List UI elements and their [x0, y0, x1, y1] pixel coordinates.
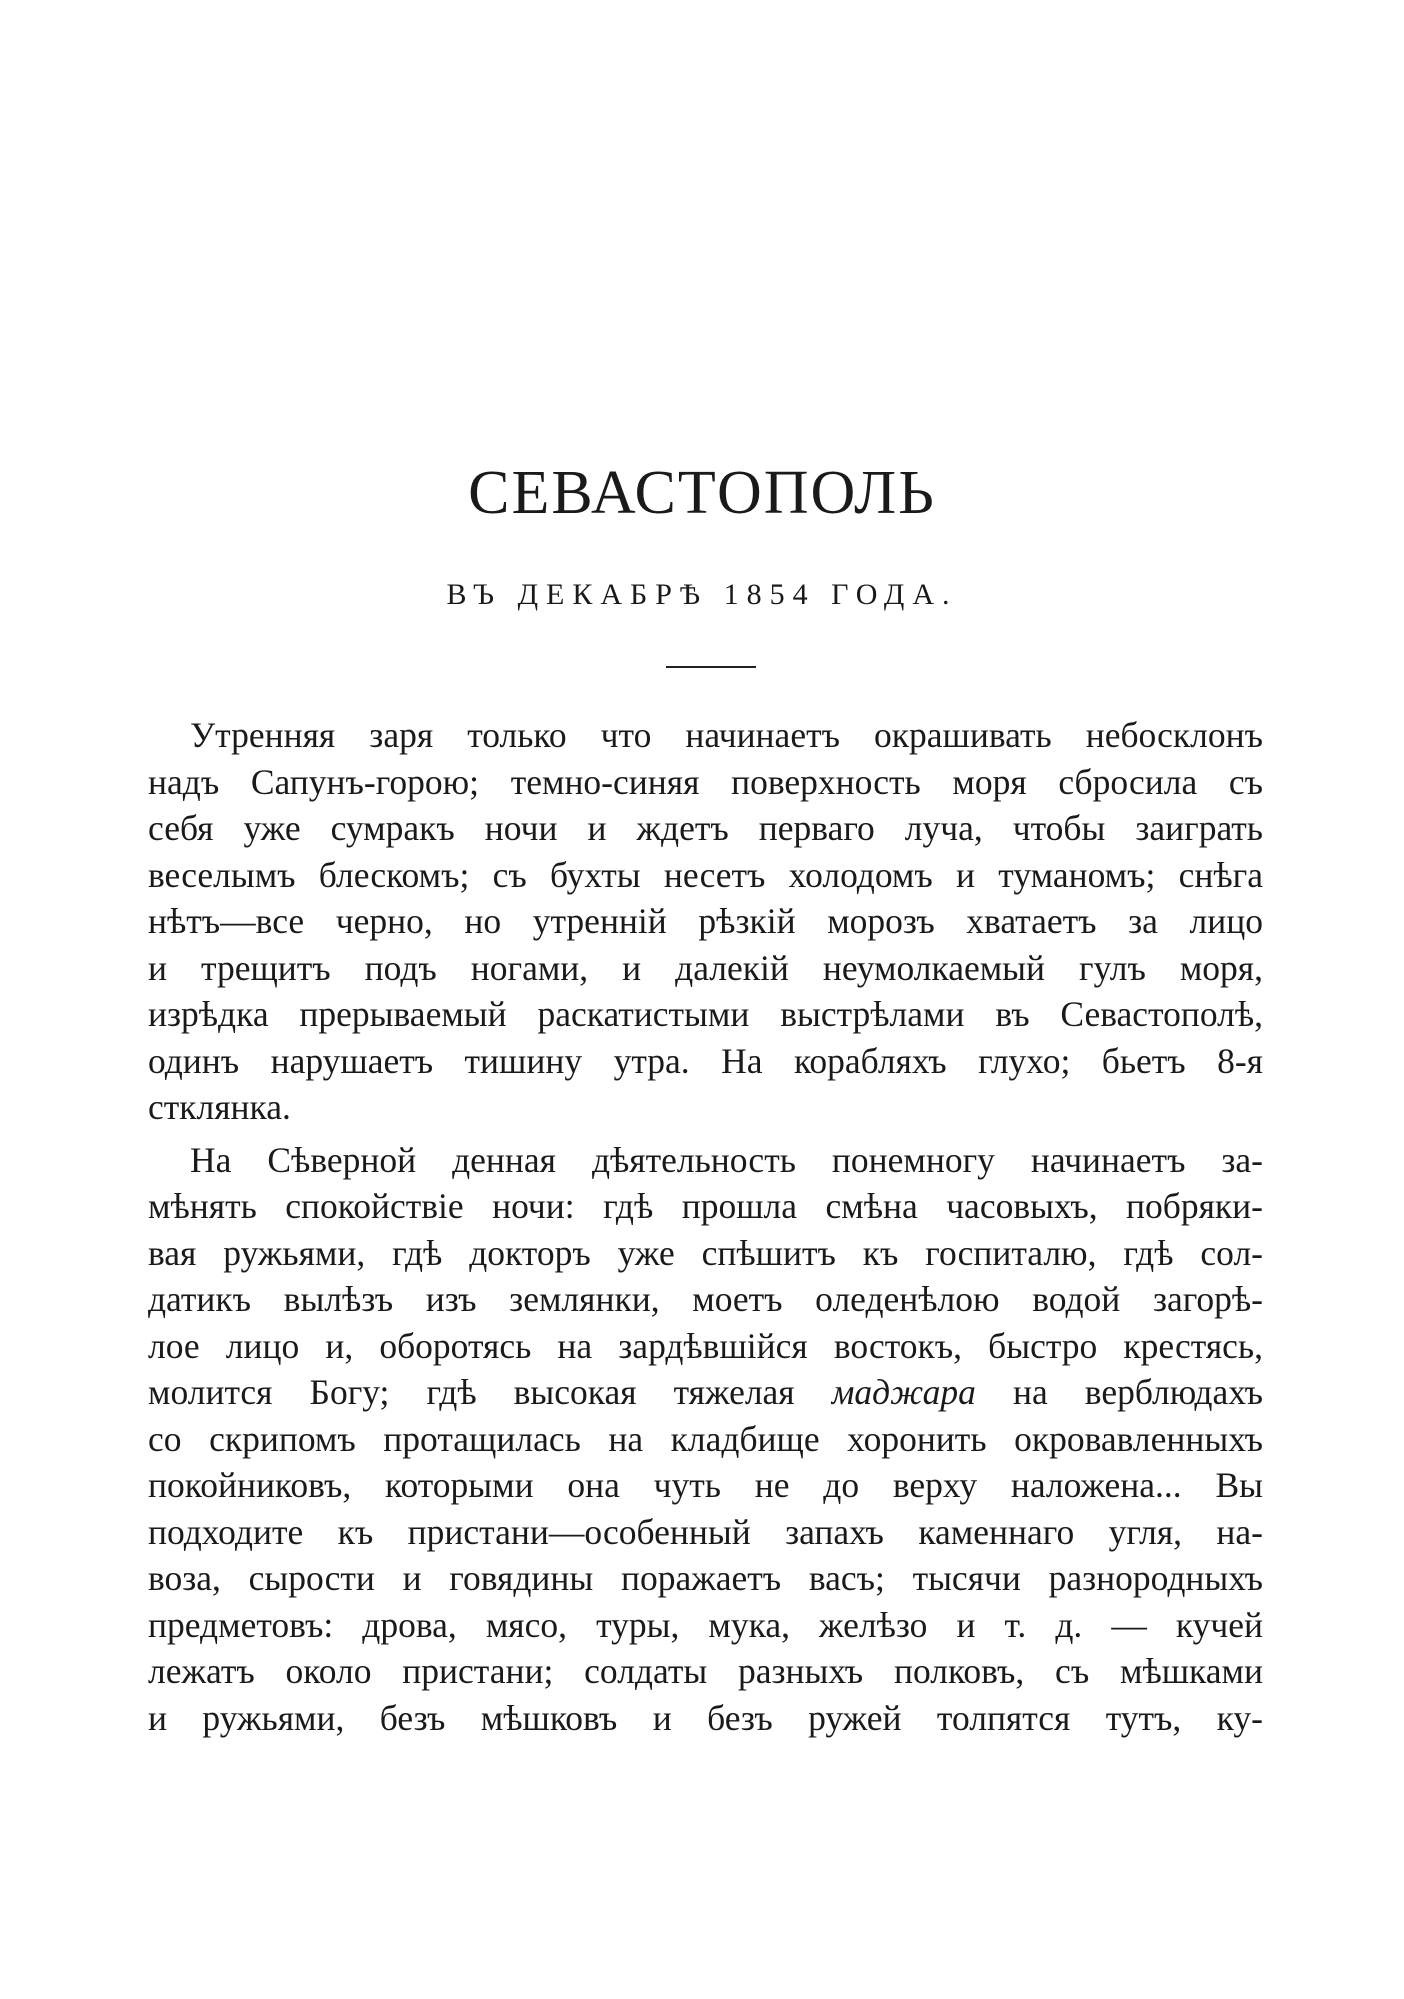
text-line: лежатъ около пристани; солдаты разныхъ полковъ, съ мѣшками [148, 1651, 1263, 1691]
chapter-subtitle: ВЪ ДЕКАБРѢ 1854 ГОДА. [446, 578, 958, 611]
paragraph-1 [148, 712, 1263, 1131]
text-line: На Сѣверной денная дѣятельность понемногу начинаетъ за- [190, 1139, 1263, 1180]
text-line: датикъ вылѣзъ изъ землянки, моетъ оледенѣлою водой загорѣ- [148, 1279, 1263, 1319]
chapter-title: СЕВАСТОПОЛЬ [468, 459, 936, 527]
text-line: Утренняя заря только что начинаетъ окрашивать небосклонъ [190, 715, 1263, 755]
text-line: покойниковъ, которыми она чуть не до верху наложена... Вы [148, 1465, 1263, 1505]
text-line-with-italic [148, 1369, 1263, 1416]
text-line: предметовъ: дрова, мясо, туры, мука, желѣзо и т. д. — кучей [148, 1604, 1263, 1645]
title-divider [666, 666, 756, 668]
text-line: и ружьями, безъ мѣшковъ и безъ ружей толпятся тутъ, ку- [148, 1697, 1263, 1738]
text-line: изрѣдка прерываемый раскатистыми выстрѣлами въ Севастополѣ, [148, 994, 1263, 1034]
text-line: одинъ нарушаетъ тишину утра. На корабляхъ глухо; бьетъ 8-я [148, 1040, 1263, 1081]
text-line: нѣтъ—все черно, но утренній рѣзкій морозъ хватаетъ за лицо [148, 901, 1263, 941]
text-line: со скрипомъ протащилась на кладбище хоронить окровавленныхъ [148, 1418, 1263, 1459]
text-line: лое лицо и, оборотясь на зардѣвшійся востокъ, быстро крестясь, [148, 1325, 1263, 1366]
paragraph-2 [148, 1137, 1263, 1742]
text-line: и трещитъ подъ ногами, и далекій неумолкаемый гулъ моря, [148, 947, 1263, 988]
text-span: на верблюдахъ [975, 1372, 1263, 1412]
text-line: веселымъ блескомъ; съ бухты несетъ холодомъ и туманомъ; снѣга [148, 854, 1263, 895]
text-span: молится Богу; гдѣ высокая тяжелая [148, 1372, 832, 1412]
text-line: надъ Сапунъ-горою; темно-синяя поверхность моря сбросила съ [148, 761, 1263, 802]
body-text [148, 712, 1263, 1741]
text-line: стклянка. [148, 1087, 291, 1127]
text-line: себя уже сумракъ ночи и ждетъ перваго луча, чтобы заиграть [148, 808, 1263, 848]
text-line: подходите къ пристани—особенный запахъ каменнаго угля, на- [148, 1511, 1263, 1552]
text-line: вая ружьями, гдѣ докторъ уже спѣшитъ къ госпиталю, гдѣ сол- [148, 1232, 1263, 1273]
italic-word: маджара [831, 1372, 976, 1412]
text-line: мѣнять спокойствіе ночи: гдѣ прошла смѣна часовыхъ, побряки- [148, 1186, 1263, 1226]
text-line: воза, сырости и говядины поражаетъ васъ; тысячи разнородныхъ [148, 1558, 1263, 1598]
